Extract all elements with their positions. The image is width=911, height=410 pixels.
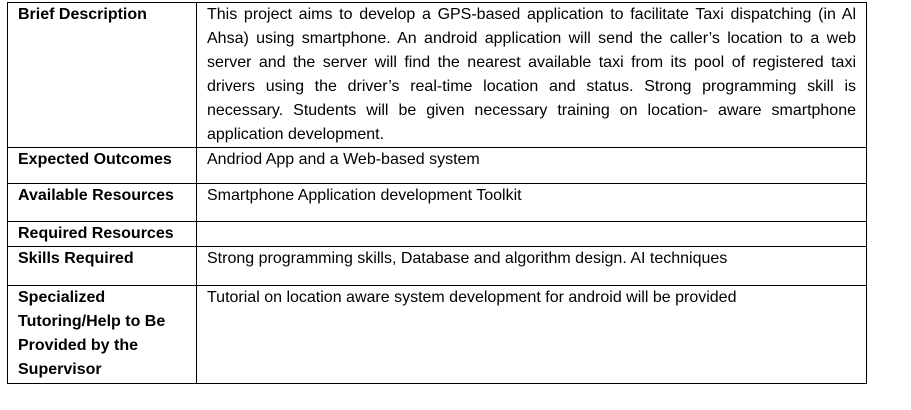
table-row-expected-outcomes — [8, 148, 867, 184]
row-value: Strong programming skills, Database and algorithm design. AI techniques — [197, 247, 867, 286]
table-row-skills-required — [8, 247, 867, 286]
project-details-table — [7, 2, 867, 384]
row-label: Brief Description — [8, 3, 197, 148]
row-value: This project aims to develop a GPS-based application to facilitate Taxi dispatching (in Al Ahsa) using smartphone. An android application will send the caller’s location to a web server and the server will find the nearest available taxi from its pool of registered taxi drivers using the driver’s real-time location and status. Strong programming skill is necessary. Students will be given necessary training on location- aware smartphone application development. — [197, 3, 867, 148]
row-label: Specialized Tutoring/Help to Be Provided by the Supervisor — [8, 286, 197, 384]
row-value — [197, 222, 867, 247]
table-row-required-resources — [8, 222, 867, 247]
row-label: Expected Outcomes — [8, 148, 197, 184]
table-row-available-resources — [8, 184, 867, 222]
table-row-brief-description — [8, 3, 867, 148]
row-label: Skills Required — [8, 247, 197, 286]
row-label: Required Resources — [8, 222, 197, 247]
row-label: Available Resources — [8, 184, 197, 222]
row-value: Tutorial on location aware system development for android will be provided — [197, 286, 867, 384]
row-value: Smartphone Application development Toolkit — [197, 184, 867, 222]
table-row-specialized-tutoring — [8, 286, 867, 384]
row-value: Andriod App and a Web-based system — [197, 148, 867, 184]
